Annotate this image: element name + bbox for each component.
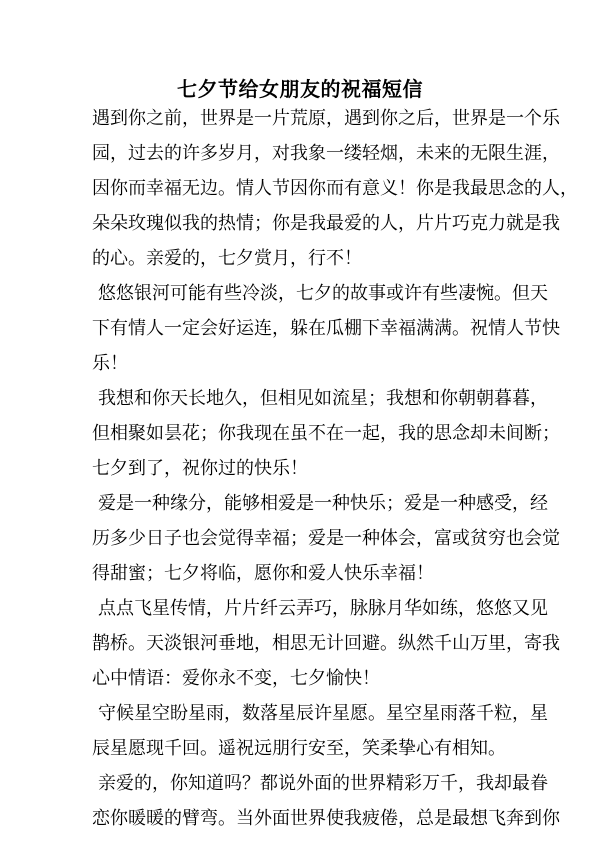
paragraph-2-line-1: 悠悠银河可能有些冷淡，七夕的故事或许有些凄惋。但天 xyxy=(98,283,548,304)
paragraph-3-line-2: 但相聚如昙花；你我现在虽不在一起，我的思念却未间断； xyxy=(92,423,560,444)
paragraph-5-line-2: 鹊桥。天淡银河垂地，相思无计回避。纵然千山万里，寄我 xyxy=(92,633,560,654)
paragraph-5-line-1: 点点飞星传情，片片纤云弄巧，脉脉月华如练，悠悠又见 xyxy=(98,598,548,619)
paragraph-6-line-1: 守候星空盼星雨，数落星辰许星愿。星空星雨落千粒，星 xyxy=(98,703,548,724)
paragraph-5-line-3: 心中情语：爱你永不变，七夕愉快！ xyxy=(92,668,380,689)
paragraph-4-line-1: 爱是一种缘分，能够相爱是一种快乐；爱是一种感受，经 xyxy=(98,493,548,514)
paragraph-3-line-1: 我想和你天长地久，但相见如流星；我想和你朝朝暮暮， xyxy=(98,388,548,409)
paragraph-1-line-1: 遇到你之前，世界是一片荒原，遇到你之后，世界是一个乐 xyxy=(92,108,560,129)
paragraph-1-line-5: 的心。亲爱的，七夕赏月，行不！ xyxy=(92,248,362,269)
paragraph-1-line-4: 朵朵玫瑰似我的热情；你是我最爱的人，片片巧克力就是我 xyxy=(92,213,560,234)
paragraph-1-line-3: 因你而幸福无边。情人节因你而有意义！你是我最思念的人， xyxy=(92,178,578,199)
paragraph-2-line-2: 下有情人一定会好运连，躲在瓜棚下幸福满满。祝情人节快 xyxy=(92,318,560,339)
paragraph-3-line-3: 七夕到了，祝你过的快乐！ xyxy=(92,458,308,479)
paragraph-6-line-2: 辰星愿现千回。遥祝远朋行安至，笑柔挚心有相知。 xyxy=(92,738,506,759)
paragraph-7-line-2: 恋你暖暖的臂弯。当外面世界使我疲倦，总是最想飞奔到你 xyxy=(92,808,560,829)
document-title: 七夕节给女朋友的祝福短信 xyxy=(177,77,423,101)
paragraph-4-line-3: 得甜蜜；七夕将临，愿你和爱人快乐幸福！ xyxy=(92,563,434,584)
paragraph-4-line-2: 历多少日子也会觉得幸福；爱是一种体会，富或贫穷也会觉 xyxy=(92,528,560,549)
paragraph-7-line-1: 亲爱的，你知道吗？都说外面的世界精彩万千，我却最眷 xyxy=(98,773,548,794)
paragraph-2-line-3: 乐！ xyxy=(92,353,128,374)
paragraph-1-line-2: 园，过去的许多岁月，对我象一缕轻烟，未来的无限生涯， xyxy=(92,143,560,164)
